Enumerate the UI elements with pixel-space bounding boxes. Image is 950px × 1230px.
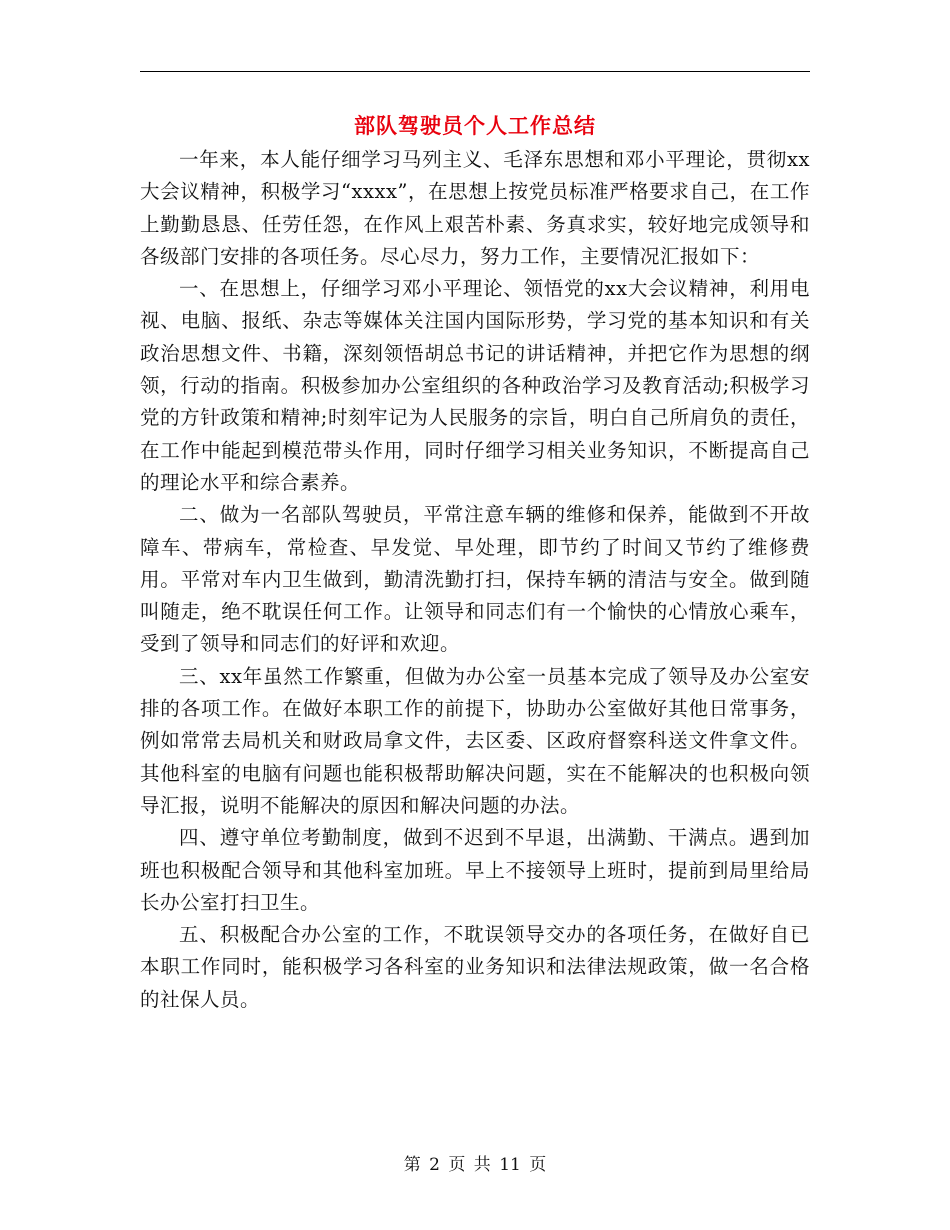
paragraph-intro: 一年来，本人能仔细学习马列主义、毛泽东思想和邓小平理论，贯彻xx大会议精神，积极学习“xxxx”，在思想上按党员标准严格要求自己，在工作上勤勤恳恳、任劳任怨，在作风上艰苦朴素、务真求实，较好地完成领导和各级部门安排的各项任务。尽心尽力，努力工作，主要情况汇报如下：	[140, 148, 810, 268]
header-rule	[140, 71, 810, 72]
paragraph-section-1: 一、在思想上，仔细学习邓小平理论、领悟党的xx大会议精神，利用电视、电脑、报纸、杂志等媒体关注国内国际形势，学习党的基本知识和有关政治思想文件、书籍，深刻领悟胡总书记的讲话精神，并把它作为思想的纲领，行动的指南。积极参加办公室组织的各种政治学习及教育活动;积极学习党的方针政策和精神;时刻牢记为人民服务的宗旨，明白自己所肩负的责任，在工作中能起到模范带头作用，同时仔细学习相关业务知识，不断提高自己的理论水平和综合素养。	[140, 277, 810, 494]
paragraph-section-5: 五、积极配合办公室的工作，不耽误领导交办的各项任务，在做好自已本职工作同时，能积极学习各科室的业务知识和法律法规政策，做一名合格的社保人员。	[140, 923, 810, 1011]
document-title: 部队驾驶员个人工作总结	[354, 113, 596, 138]
document-body	[140, 144, 810, 1016]
page-number: 第 2 页 共 11 页	[403, 1155, 547, 1175]
paragraph-section-3: 三、xx年虽然工作繁重，但做为办公室一员基本完成了领导及办公室安排的各项工作。在做好本职工作的前提下，协助办公室做好其他日常事务，例如常常去局机关和财政局拿文件，去区委、区政府督察科送文件拿文件。其他科室的电脑有问题也能积极帮助解决问题，实在不能解决的也积极向领导汇报，说明不能解决的原因和解决问题的办法。	[140, 664, 810, 817]
paragraph-section-2: 二、做为一名部队驾驶员，平常注意车辆的维修和保养，能做到不开故障车、带病车，常检查、早发觉、早处理，即节约了时间又节约了维修费用。平常对车内卫生做到，勤清洗勤打扫，保持车辆的清洁与安全。做到随叫随走，绝不耽误任何工作。让领导和同志们有一个愉快的心情放心乘车，受到了领导和同志们的好评和欢迎。	[140, 503, 810, 656]
paragraph-section-4: 四、遵守单位考勤制度，做到不迟到不早退，出满勤、干满点。遇到加班也积极配合领导和其他科室加班。早上不接领导上班时，提前到局里给局长办公室打扫卫生。	[140, 826, 810, 914]
